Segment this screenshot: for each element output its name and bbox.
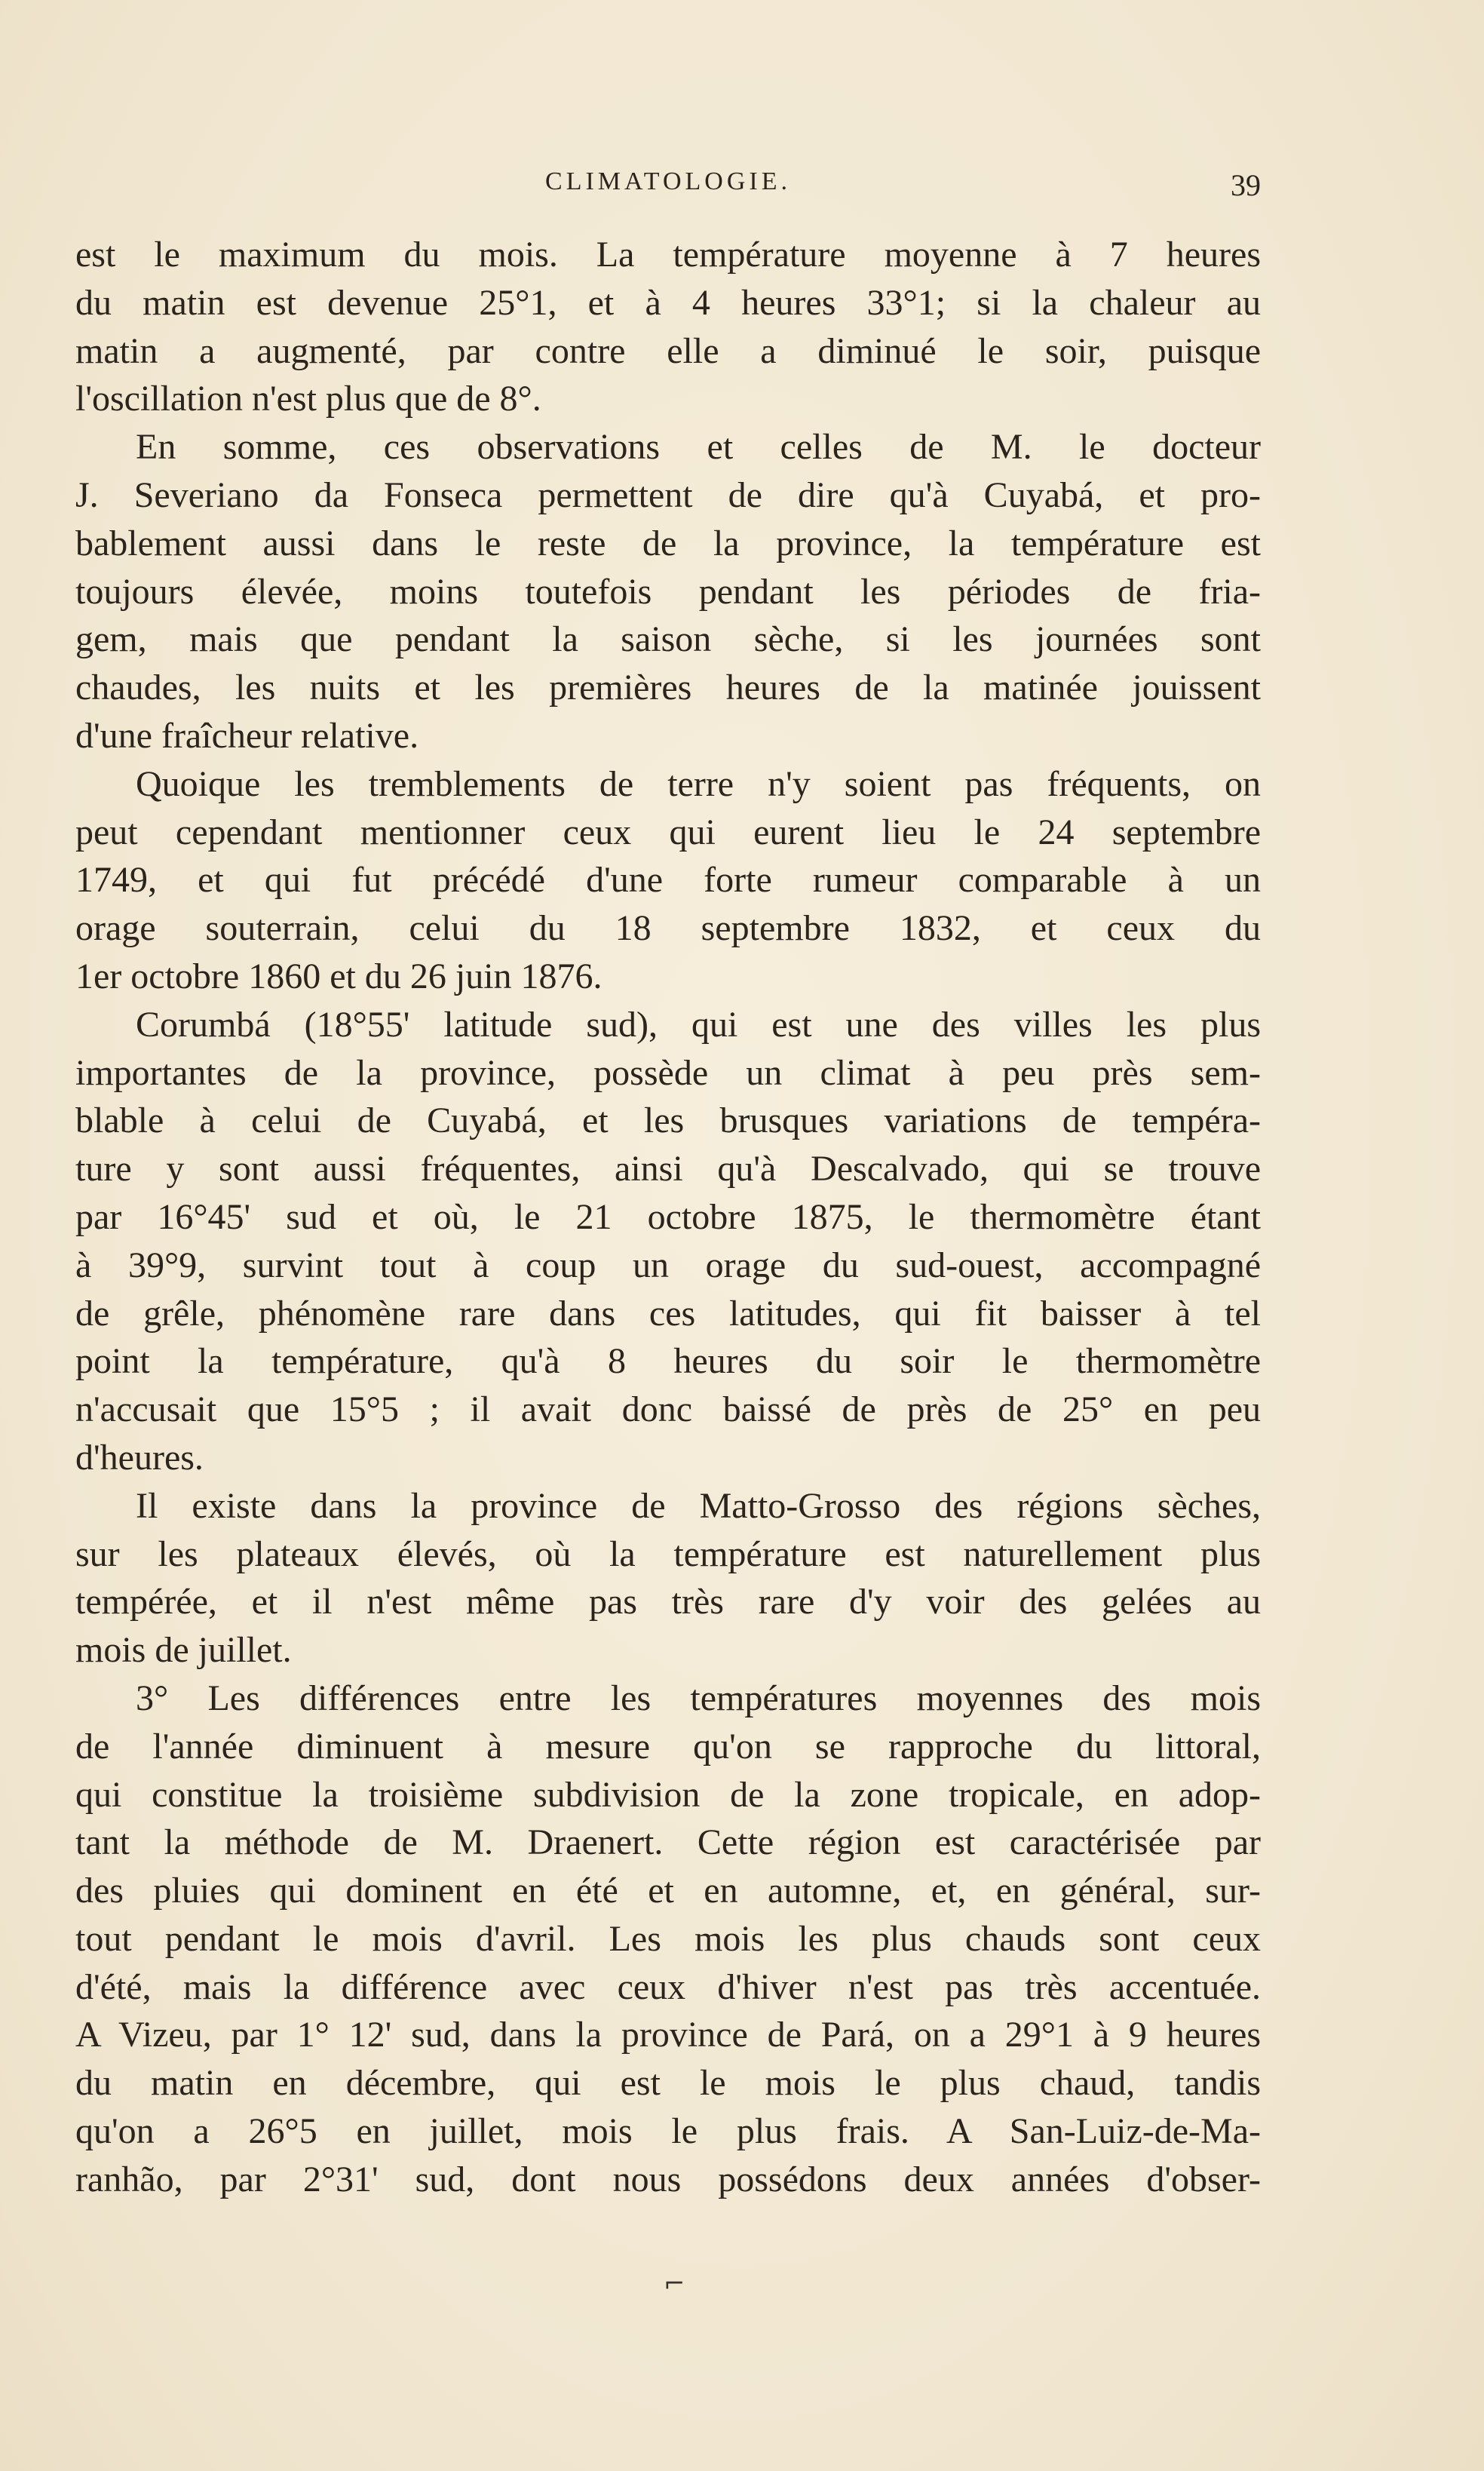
text-line: chaudes, les nuits et les premières heures de la matinée jouissent: [75, 668, 1261, 708]
text-line: sur les plateaux élevés, où la température est naturellement plus: [75, 1533, 1261, 1574]
text-line: point la température, qu'à 8 heures du soir le thermomètre: [75, 1341, 1261, 1382]
text-line: qui constitue la troisième subdivision de la zone tropicale, en adop-: [75, 1774, 1261, 1815]
text-line: gem, mais que pendant la saison sèche, si les journées sont: [75, 619, 1261, 660]
text-line: tout pendant le mois d'avril. Les mois les plus chauds sont ceux: [75, 1918, 1261, 1959]
page-header: [75, 167, 1261, 213]
page-number: 39: [1231, 168, 1261, 202]
text-line: qu'on a 26°5 en juillet, mois le plus frais. A San-Luiz-de-Ma-: [75, 2111, 1261, 2152]
running-head: CLIMATOLOGIE.: [545, 167, 791, 195]
text-line: 1er octobre 1860 et du 26 juin 1876.: [75, 956, 602, 996]
text-line: tempérée, et il n'est même pas très rare d'y voir des gelées au: [75, 1582, 1261, 1622]
text-line: ture y sont aussi fréquentes, ainsi qu'à Descalvado, qui se trouve: [75, 1149, 1261, 1189]
text-line: tant la méthode de M. Draenert. Cette région est caractérisée par: [75, 1822, 1261, 1863]
text-line: toujours élevée, moins toutefois pendant les périodes de fria-: [75, 571, 1261, 612]
text-line: matin a augmenté, par contre elle a diminué le soir, puisque: [75, 330, 1261, 371]
text-line: à 39°9, survint tout à coup un orage du sud-ouest, accompagné: [75, 1245, 1261, 1285]
text-line: Quoique les tremblements de terre n'y soient pas fréquents, on: [136, 763, 1261, 804]
text-line: de l'année diminuent à mesure qu'on se rapproche du littoral,: [75, 1726, 1261, 1767]
text-line: En somme, ces observations et celles de M. le docteur: [136, 427, 1261, 468]
text-line: Corumbá (18°55' latitude sud), qui est une des villes les plus: [136, 1004, 1261, 1045]
text-line: blable à celui de Cuyabá, et les brusques variations de tempéra-: [75, 1100, 1261, 1141]
text-line: par 16°45' sud et où, le 21 octobre 1875, le thermomètre étant: [75, 1196, 1261, 1237]
text-line: d'heures.: [75, 1437, 204, 1478]
text-line: orage souterrain, celui du 18 septembre 1832, et ceux du: [75, 908, 1261, 949]
text-line: mois de juillet.: [75, 1630, 292, 1671]
text-line: d'été, mais la différence avec ceux d'hiver n'est pas très accentuée.: [75, 1966, 1261, 2007]
text-line: A Vizeu, par 1° 12' sud, dans la province de Pará, on a 29°1 à 9 heures: [75, 2015, 1261, 2055]
text-line: des pluies qui dominent en été et en automne, et, en général, sur-: [75, 1871, 1261, 1911]
text-line: d'une fraîcheur relative.: [75, 715, 419, 756]
text-line: bablement aussi dans le reste de la province, la température est: [75, 523, 1261, 563]
text-line: importantes de la province, possède un climat à peu près sem-: [75, 1052, 1261, 1093]
text-line: J. Severiano da Fonseca permettent de dire qu'à Cuyabá, et pro-: [75, 474, 1261, 515]
text-line: du matin en décembre, qui est le mois le plus chaud, tandis: [75, 2063, 1261, 2104]
text-line: de grêle, phénomène rare dans ces latitudes, qui fit baisser à tel: [75, 1293, 1261, 1334]
text-line: 3° Les différences entre les températures moyennes des mois: [136, 1678, 1261, 1718]
text-line: du matin est devenue 25°1, et à 4 heures 33°1; si la chaleur au: [75, 282, 1261, 323]
text-line: Il existe dans la province de Matto-Grosso des régions sèches,: [136, 1485, 1261, 1526]
text-line: 1749, et qui fut précédé d'une forte rumeur comparable à un: [75, 860, 1261, 901]
text-line: ranhão, par 2°31' sud, dont nous possédons deux années d'obser-: [75, 2159, 1261, 2199]
text-line: est le maximum du mois. La température moyenne à 7 heures: [75, 235, 1261, 275]
text-line: peut cependant mentionner ceux qui eurent lieu le 24 septembre: [75, 812, 1261, 852]
text-line: n'accusait que 15°5 ; il avait donc baissé de près de 25° en peu: [75, 1389, 1261, 1430]
text-line: l'oscillation n'est plus que de 8°.: [75, 379, 541, 419]
body-text: [75, 231, 1261, 2204]
printer-mark-icon: ⌐: [664, 2269, 685, 2299]
